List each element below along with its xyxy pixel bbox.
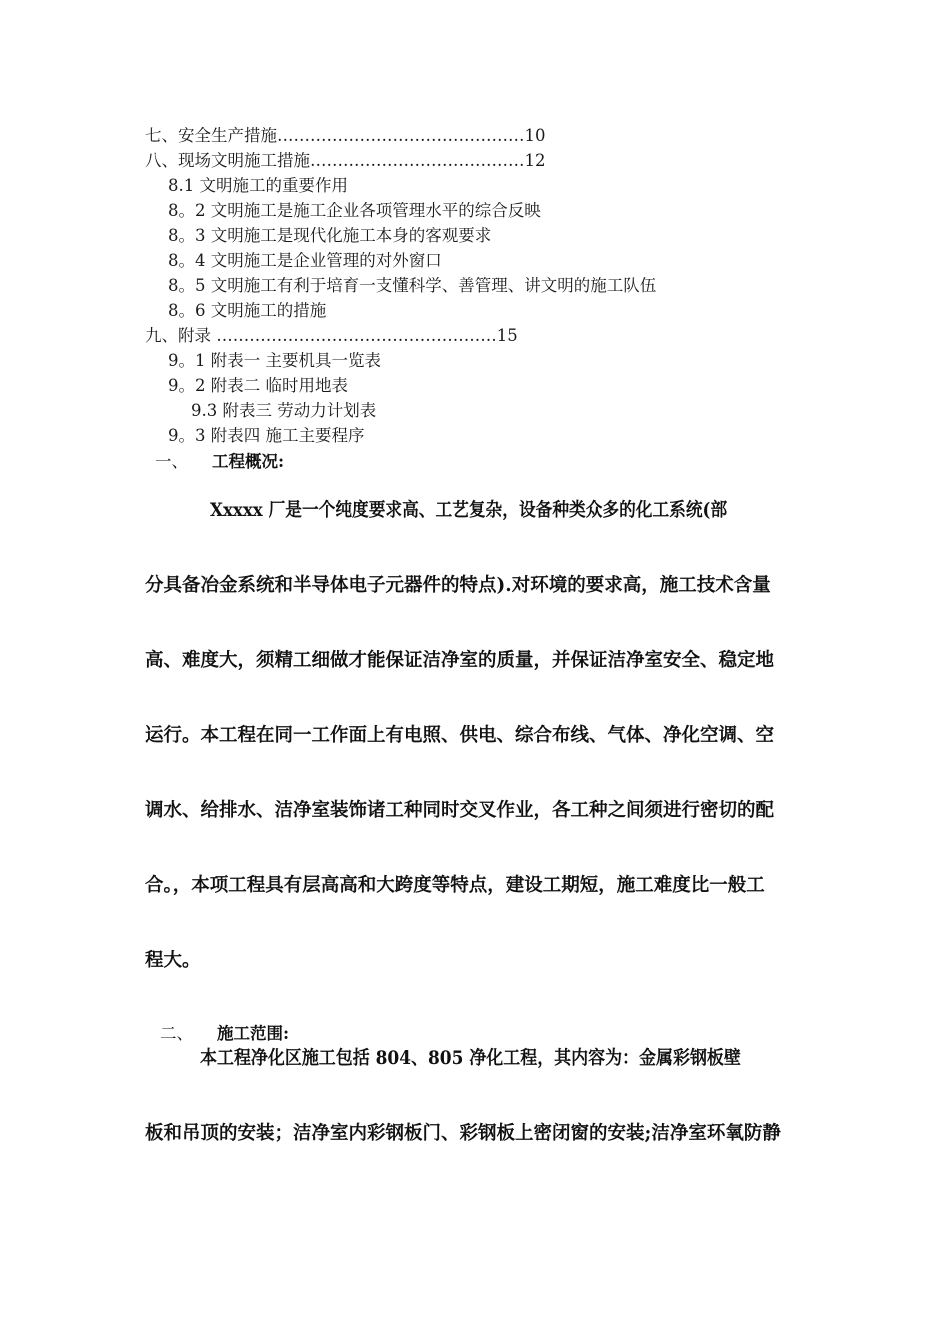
paragraph-line: 合。，本项工程具有层高高和大跨度等特点，建设工期短，施工难度比一般工 bbox=[145, 875, 765, 896]
paragraph-line: 分具备冶金系统和半导体电子元器件的特点).对环境的要求高，施工技术含量 bbox=[145, 575, 771, 596]
toc-entry: 9.3 附表三 劳动力计划表 bbox=[191, 401, 377, 420]
paragraph-line: 运行。本工程在同一工作面上有电照、供电、综合布线、气体、净化空调、空 bbox=[145, 725, 775, 746]
section-heading bbox=[160, 1023, 289, 1045]
toc-entry: 8。2 文明施工是施工企业各项管理水平的综合反映 bbox=[168, 201, 541, 220]
toc-entry: 9。3 附表四 施工主要程序 bbox=[168, 426, 365, 445]
paragraph-line: 高、难度大，须精工细做才能保证洁净室的质量，并保证洁净室安全、稳定地 bbox=[145, 650, 775, 671]
section-heading bbox=[155, 451, 284, 473]
toc-entry: 8。6 文明施工的措施 bbox=[168, 301, 327, 320]
toc-entry: 七、安全生产措施………………………………………10 bbox=[145, 126, 546, 145]
section-number: 二、 bbox=[160, 1024, 193, 1043]
toc-entry: 9。2 附表二 临时用地表 bbox=[168, 376, 348, 395]
toc-entry: 八、现场文明施工措施…………………………………12 bbox=[145, 151, 546, 170]
section-title: 工程概况: bbox=[212, 452, 285, 471]
toc-entry: 9。1 附表一 主要机具一览表 bbox=[168, 351, 381, 370]
paragraph-line: 程大。 bbox=[145, 950, 201, 971]
paragraph-line: 本工程净化区施工包括 804、805 净化工程，其内容为：金属彩钢板壁 bbox=[200, 1048, 741, 1069]
section-number: 一、 bbox=[155, 452, 188, 471]
paragraph-line: Xxxxx 厂是一个纯度要求高、工艺复杂，设备种类众多的化工系统(部 bbox=[210, 500, 728, 521]
toc-entry: 8。4 文明施工是企业管理的对外窗口 bbox=[168, 251, 442, 270]
toc-entry: 8。5 文明施工有利于培育一支懂科学、善管理、讲文明的施工队伍 bbox=[168, 276, 657, 295]
section-title: 施工范围: bbox=[217, 1024, 290, 1043]
toc-entry: 九、附录 ……………………………………………15 bbox=[145, 326, 518, 345]
paragraph-line: 板和吊顶的安装；洁净室内彩钢板门、彩钢板上密闭窗的安装;洁净室环氧防静 bbox=[145, 1123, 781, 1144]
paragraph-line: 调水、给排水、洁净室装饰诸工种同时交叉作业，各工种之间须进行密切的配 bbox=[145, 800, 775, 821]
toc-entry: 8.1 文明施工的重要作用 bbox=[168, 176, 348, 195]
toc-entry: 8。3 文明施工是现代化施工本身的客观要求 bbox=[168, 226, 492, 245]
